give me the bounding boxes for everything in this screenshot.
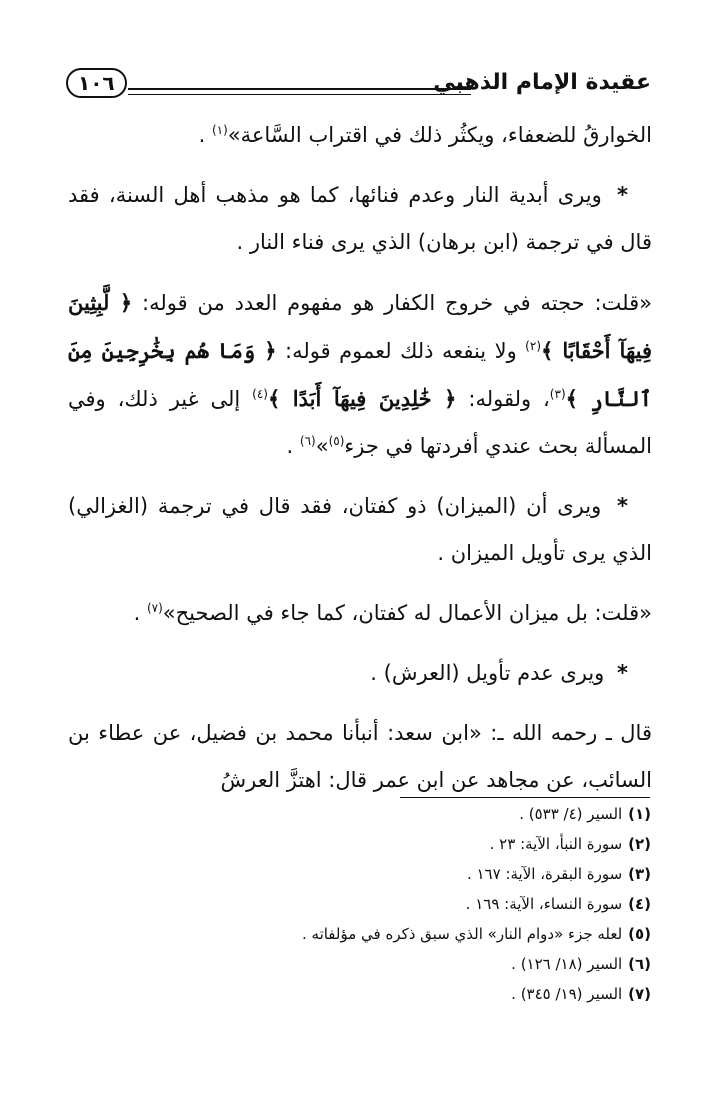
running-title: عقيدة الإمام الذهبي bbox=[433, 70, 651, 95]
footnote-text: سورة النساء، الآية: ١٦٩ . bbox=[465, 895, 623, 913]
footnote-item bbox=[211, 949, 651, 979]
paragraph-7 bbox=[68, 710, 652, 804]
asterism-icon: * bbox=[617, 494, 628, 518]
paragraph-end: . bbox=[198, 123, 212, 147]
paragraph-text: ويرى عدم تأويل (العرش) . bbox=[370, 661, 605, 685]
paragraph-text: ، ولقوله: bbox=[456, 387, 550, 411]
paragraph-3 bbox=[68, 279, 652, 470]
footnote-text: لعله جزء «دوام النار» الذي سبق ذكره في مؤلفاته . bbox=[301, 925, 623, 943]
footnote-item bbox=[211, 889, 651, 919]
paragraph-end: . bbox=[133, 601, 147, 625]
page-number: ١٠٦ bbox=[66, 68, 127, 98]
paragraph-text: «قلت: بل ميزان الأعمال له كفتان، كما جاء في الصحيح» bbox=[162, 601, 652, 625]
paragraph-text: ولا ينفعه ذلك لعموم قوله: bbox=[276, 339, 526, 363]
footnote-number: (٢) bbox=[628, 835, 651, 853]
footnote-text: سورة البقرة، الآية: ١٦٧ . bbox=[466, 865, 623, 883]
footnote-item bbox=[211, 979, 651, 1009]
footnote-text: السير (١٨/ ١٢٦) . bbox=[511, 955, 623, 973]
footnote-item bbox=[211, 799, 651, 829]
footnote-text: السير (١٩/ ٣٤٥) . bbox=[511, 985, 623, 1003]
footnote-ref-2: (٢) bbox=[525, 339, 541, 353]
footnote-separator bbox=[400, 797, 650, 798]
paragraph-text: ويرى أبدية النار وعدم فنائها، كما هو مذهب أهل السنة، فقد قال في ترجمة (ابن برهان) الذي يرى فناء النار . bbox=[68, 183, 652, 254]
asterism-icon: * bbox=[617, 183, 628, 207]
quran-verse-2: ﴿ وَمَا هُم بِخَٰرِجِينَ مِنَ ٱلنَّارِ ﴾ bbox=[68, 338, 652, 411]
paragraph-5 bbox=[68, 590, 652, 637]
footnote-item bbox=[211, 829, 651, 859]
footnote-number: (٤) bbox=[628, 895, 651, 913]
paragraph-text: » bbox=[315, 434, 329, 458]
paragraph-text: قال ـ رحمه الله ـ: «ابن سعد: أنبأنا محمد بن فضيل، عن عطاء بن السائب، عن مجاهد عن ابن عمر قال: اهتزَّ العرشُ bbox=[68, 721, 652, 792]
paragraph-4 bbox=[68, 483, 652, 577]
paragraph-text: «قلت: حجته في خروج الكفار هو مفهوم العدد من قوله: bbox=[132, 291, 653, 315]
footnote-text: سورة النبأ، الآية: ٢٣ . bbox=[489, 835, 623, 853]
footnote-ref-7: (٧) bbox=[146, 601, 163, 615]
footnote-ref-3: (٣) bbox=[549, 387, 566, 401]
footnote-ref-1: (١) bbox=[211, 123, 228, 137]
footnote-ref-5: (٥) bbox=[328, 434, 345, 448]
paragraph-text: الخوارقُ للضعفاء، ويكثُر ذلك في اقتراب السَّاعة» bbox=[227, 123, 652, 147]
asterism-icon: * bbox=[617, 661, 628, 685]
footnote-ref-4: (٤) bbox=[252, 387, 268, 401]
quran-verse-3: ﴿ خَٰلِدِينَ فِيهَآ أَبَدًا ﴾ bbox=[267, 386, 457, 411]
page-header bbox=[66, 66, 651, 106]
footnote-number: (١) bbox=[628, 805, 651, 823]
paragraph-6 bbox=[68, 650, 652, 697]
quran-verse-1: ﴿ لَّبِثِينَ فِيهَآ أَحْقَابًا ﴾ bbox=[68, 290, 652, 363]
body-text bbox=[68, 112, 652, 817]
footnote-number: (٦) bbox=[628, 955, 651, 973]
footnote-number: (٣) bbox=[628, 865, 651, 883]
footnote-item bbox=[211, 859, 651, 889]
paragraph-text: إلى غير ذلك، وفي المسألة بحث عندي أفردتها في جزء bbox=[68, 387, 652, 458]
footnote-ref-6: (٦) bbox=[299, 434, 316, 448]
paragraph-end: . bbox=[286, 434, 300, 458]
footnote-item bbox=[211, 919, 651, 949]
paragraph-1 bbox=[68, 112, 652, 159]
footnote-text: السير (٤/ ٥٣٣) . bbox=[519, 805, 623, 823]
footnotes-list bbox=[211, 799, 651, 1009]
paragraph-text: ويرى أن (الميزان) ذو كفتان، فقد قال في ترجمة (الغزالي) الذي يرى تأويل الميزان . bbox=[68, 494, 652, 565]
header-rule bbox=[128, 88, 471, 90]
footnote-number: (٥) bbox=[628, 925, 651, 943]
paragraph-2 bbox=[68, 172, 652, 266]
footnote-number: (٧) bbox=[628, 985, 651, 1003]
